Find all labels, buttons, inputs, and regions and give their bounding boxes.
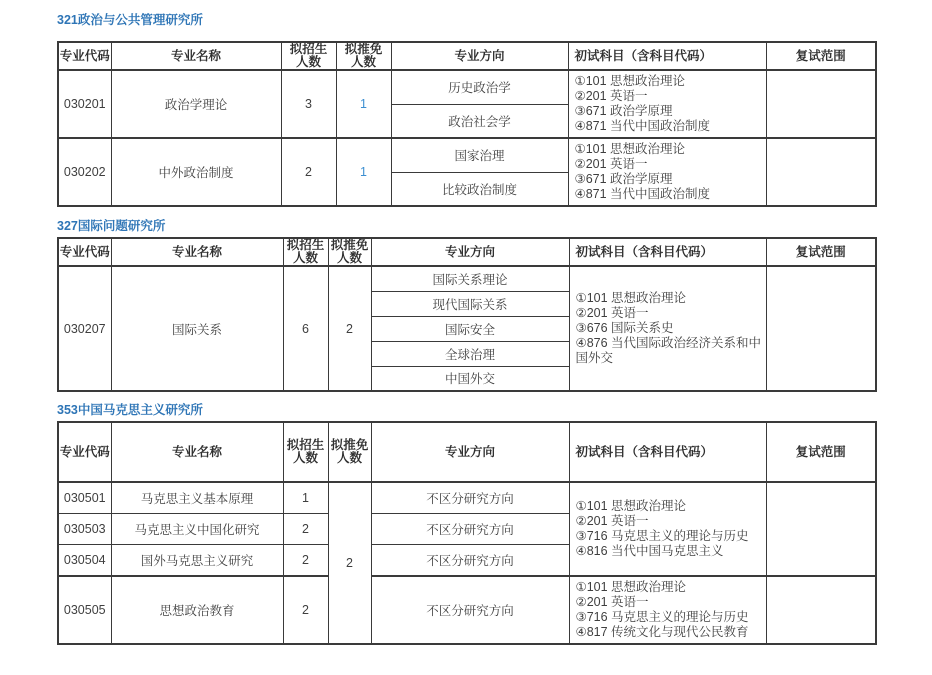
subject-line: ④876 当代国际政治经济关系和中国外交	[575, 336, 762, 365]
cell-name: 中外政治制度	[111, 138, 281, 206]
cell-direction: 国家治理	[391, 138, 568, 172]
subject-line: ①101 思想政治理论	[575, 580, 687, 594]
col-header-exempt: 拟推免 人数	[336, 42, 391, 70]
cell-exempt: 2	[328, 266, 371, 391]
cell-code: 030207	[58, 266, 111, 391]
cell-name: 马克思主义中国化研究	[111, 513, 283, 544]
subject-line: ④871 当代中国政治制度	[574, 119, 711, 133]
subject-line: ①101 思想政治理论	[574, 74, 686, 88]
subject-line: ③671 政治学原理	[574, 172, 673, 186]
cell-retest	[766, 482, 876, 576]
cell-code: 030501	[58, 482, 111, 513]
subject-line: ②201 英语一	[575, 514, 649, 528]
cell-direction: 比较政治制度	[391, 172, 568, 206]
col-header-retest: 复试范围	[766, 238, 876, 266]
cell-direction: 不区分研究方向	[371, 513, 569, 544]
cell-code: 030504	[58, 544, 111, 576]
col-header-direction: 专业方向	[371, 422, 569, 482]
cell-enroll: 6	[283, 266, 328, 391]
cell-code: 030201	[58, 70, 111, 138]
cell-subjects	[569, 482, 766, 576]
cell-direction: 全球治理	[371, 341, 569, 366]
col-header-enroll: 拟招生 人数	[283, 422, 328, 482]
header-row	[58, 42, 876, 70]
col-header-exempt: 拟推免 人数	[328, 238, 371, 266]
col-header-enroll: 拟招生 人数	[283, 238, 328, 266]
section-353	[57, 404, 932, 645]
section-327	[57, 220, 932, 392]
table-row	[58, 576, 876, 644]
col-header-code: 专业代码	[58, 42, 111, 70]
cell-subjects	[568, 138, 766, 206]
cell-subjects	[569, 576, 766, 644]
table-row	[58, 138, 876, 172]
subject-line: ③676 国际关系史	[575, 321, 674, 335]
table-row	[58, 70, 876, 104]
subject-line: ①101 思想政治理论	[575, 291, 687, 305]
col-header-enroll: 拟招生 人数	[281, 42, 336, 70]
subject-line: ④817 传统文化与现代公民教育	[575, 625, 749, 639]
col-header-direction: 专业方向	[391, 42, 568, 70]
cell-direction: 国际安全	[371, 316, 569, 341]
document-page	[0, 14, 932, 645]
col-header-subjects: 初试科目（含科目代码）	[569, 422, 766, 482]
subject-line: ③716 马克思主义的理论与历史	[575, 529, 749, 543]
subject-line: ②201 英语一	[575, 306, 649, 320]
cell-exempt: 2	[328, 482, 371, 644]
cell-code: 030505	[58, 576, 111, 644]
col-header-code: 专业代码	[58, 238, 111, 266]
cell-exempt: 1	[336, 70, 391, 138]
subject-line: ②201 英语一	[574, 89, 648, 103]
cell-direction: 现代国际关系	[371, 291, 569, 316]
cell-retest	[766, 576, 876, 644]
col-header-retest: 复试范围	[766, 42, 876, 70]
col-header-code: 专业代码	[58, 422, 111, 482]
cell-direction: 不区分研究方向	[371, 576, 569, 644]
cell-retest	[766, 138, 876, 206]
subject-line: ①101 思想政治理论	[575, 499, 687, 513]
cell-enroll: 1	[283, 482, 328, 513]
table-row	[58, 266, 876, 291]
col-header-subjects: 初试科目（含科目代码）	[568, 42, 766, 70]
admissions-table-321	[57, 41, 877, 207]
col-header-retest: 复试范围	[766, 422, 876, 482]
col-header-name: 专业名称	[111, 42, 281, 70]
cell-name: 政治学理论	[111, 70, 281, 138]
cell-direction: 中国外交	[371, 366, 569, 391]
subject-line: ③716 马克思主义的理论与历史	[575, 610, 749, 624]
col-header-name: 专业名称	[111, 238, 283, 266]
subject-line: ①101 思想政治理论	[574, 142, 686, 156]
subject-line: ②201 英语一	[575, 595, 649, 609]
cell-name: 国外马克思主义研究	[111, 544, 283, 576]
cell-enroll: 2	[283, 513, 328, 544]
admissions-table-327	[57, 237, 877, 392]
col-header-exempt: 拟推免 人数	[328, 422, 371, 482]
admissions-table-353	[57, 421, 877, 645]
header-row	[58, 422, 876, 482]
header-row	[58, 238, 876, 266]
cell-name: 思想政治教育	[111, 576, 283, 644]
cell-direction: 不区分研究方向	[371, 482, 569, 513]
section-title: 321政治与公共管理研究所	[57, 13, 203, 27]
subject-line: ④871 当代中国政治制度	[574, 187, 711, 201]
cell-name: 马克思主义基本原理	[111, 482, 283, 513]
subject-line: ③671 政治学原理	[574, 104, 673, 118]
cell-enroll: 2	[283, 576, 328, 644]
cell-direction: 历史政治学	[391, 70, 568, 104]
cell-direction: 国际关系理论	[371, 266, 569, 291]
cell-exempt: 1	[336, 138, 391, 206]
cell-code: 030202	[58, 138, 111, 206]
cell-direction: 不区分研究方向	[371, 544, 569, 576]
subject-line: ④816 当代中国马克思主义	[575, 544, 724, 558]
cell-retest	[766, 266, 876, 391]
cell-name: 国际关系	[111, 266, 283, 391]
col-header-direction: 专业方向	[371, 238, 569, 266]
cell-enroll: 2	[281, 138, 336, 206]
col-header-subjects: 初试科目（含科目代码）	[569, 238, 766, 266]
cell-enroll: 3	[281, 70, 336, 138]
section-title: 353中国马克思主义研究所	[57, 403, 203, 417]
table-row	[58, 482, 876, 513]
cell-retest	[766, 70, 876, 138]
col-header-name: 专业名称	[111, 422, 283, 482]
section-321	[57, 14, 932, 207]
section-title: 327国际问题研究所	[57, 219, 166, 233]
cell-enroll: 2	[283, 544, 328, 576]
cell-subjects	[568, 70, 766, 138]
cell-code: 030503	[58, 513, 111, 544]
subject-line: ②201 英语一	[574, 157, 648, 171]
cell-direction: 政治社会学	[391, 104, 568, 138]
cell-subjects	[569, 266, 766, 391]
